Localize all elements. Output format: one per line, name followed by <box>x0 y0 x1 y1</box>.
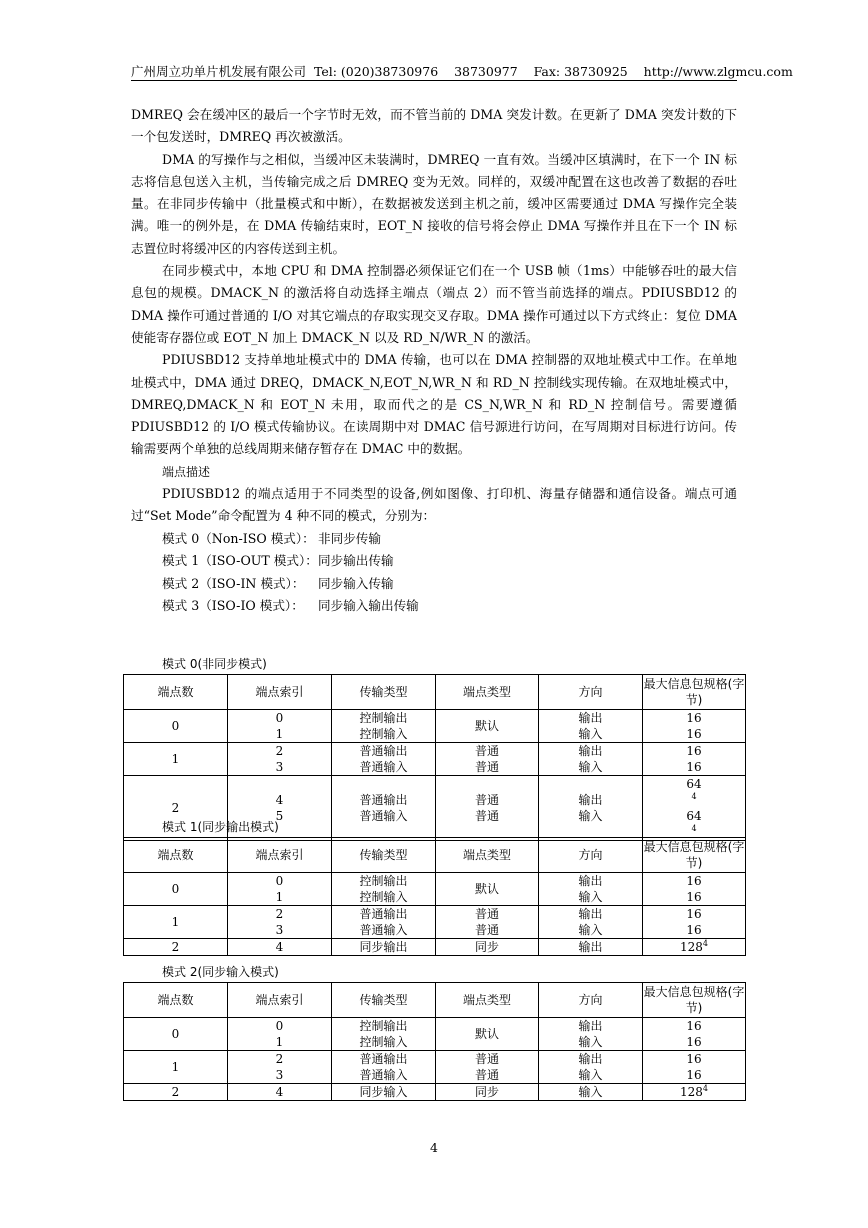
footnote-mark: 4 <box>691 824 697 833</box>
mode-name: 模式 0（Non-ISO 模式）： <box>162 530 315 546</box>
table-header-row <box>124 983 746 1018</box>
cell-index: 4 5 <box>228 776 332 841</box>
page-number: 4 <box>430 1140 438 1155</box>
table-header-row <box>124 675 746 710</box>
col-header-index: 端点索引 <box>228 838 332 873</box>
endpoint-heading: 端点描述 <box>162 464 211 479</box>
col-header-max-size: 最大信息包规格(字节) <box>643 838 746 873</box>
cell-type: 普通 普通 <box>436 1051 539 1084</box>
cell-transfer: 同步输入 <box>332 1084 436 1101</box>
col-header-endpoint: 端点数 <box>124 983 228 1018</box>
mode-list <box>131 528 737 618</box>
paragraph-2: DMA 的写操作与之相似，当缓冲区未装满时，DMREQ 一直有效。当缓冲区填满时，在下一个 IN 标志将信息包送入主机，当传输完成之后 DMREQ 变为无效。同样的，双缓冲配置在这也改善了数据的吞吐量。在非同步传输中（批量模式和中断），在数据被发送到主机之前，缓冲区需要通过 DMA 写操作完全装满。唯一的例外是，在 DMA 传输结束时，EOT_N 接收的信号将会停止 DMA 写操作并且在下一个 IN 标志置位时将缓冲区的内容传送到主机。 <box>131 151 737 256</box>
cell-transfer: 控制输出 控制输入 <box>332 1018 436 1051</box>
cell-endpoint: 2 <box>124 939 228 956</box>
cell-transfer: 同步输出 <box>332 939 436 956</box>
header-url[interactable]: http://www.zlgmcu.com <box>643 64 793 79</box>
cell-index: 2 3 <box>228 1051 332 1084</box>
cell-direction: 输出 输入 <box>539 873 643 906</box>
table-header-row <box>124 838 746 873</box>
cell-direction: 输出 <box>539 939 643 956</box>
table-row <box>124 1084 746 1101</box>
col-header-transfer: 传输类型 <box>332 838 436 873</box>
cell-type: 默认 <box>436 1018 539 1051</box>
col-header-type: 端点类型 <box>436 983 539 1018</box>
cell-index: 0 1 <box>228 1018 332 1051</box>
footnote-mark: 4 <box>691 792 697 801</box>
cell-transfer: 控制输出 控制输入 <box>332 710 436 743</box>
page-header <box>131 62 793 80</box>
cell-direction: 输出 输入 <box>539 710 643 743</box>
table-row <box>124 906 746 939</box>
cell-index: 4 <box>228 1084 332 1101</box>
mode-item <box>162 528 737 551</box>
cell-transfer: 普通输出 普通输入 <box>332 776 436 841</box>
col-header-endpoint: 端点数 <box>124 838 228 873</box>
paragraph-3: 在同步模式中，本地 CPU 和 DMA 控制器必须保证它们在一个 USB 帧（1ms）中能够吞吐的最大信息包的规模。DMACK_N 的激活将自动选择主端点（端点 2）而不管当前选择的端点。PDIUSBD12 的 DMA 操作可通过普通的 I/O 对其它端点的存取实现交叉存取。DMA 操作可通过以下方式终止：复位 DMA 使能寄存器位或 EOT_N 加上 DMACK_N 以及 RD_N/WR_N 的激活。 <box>131 263 737 345</box>
cell-endpoint: 0 <box>124 1018 228 1051</box>
table-caption-mode-1: 模式 1(同步输出模式) <box>162 820 279 834</box>
cell-index: 0 1 <box>228 710 332 743</box>
table-caption-mode-2: 模式 2(同步输入模式) <box>162 965 279 979</box>
cell-max-size: 16 16 <box>643 1018 746 1051</box>
endpoint-table-mode-2 <box>123 982 746 1101</box>
cell-max-size: 16 16 <box>643 710 746 743</box>
col-header-direction: 方向 <box>539 983 643 1018</box>
cell-max-size: 16 16 <box>643 743 746 776</box>
header-tel2: 38730977 <box>454 64 518 79</box>
mode-item <box>162 573 737 596</box>
header-tel: Tel: (020)38730976 <box>313 64 439 79</box>
cell-direction: 输出 输入 <box>539 1018 643 1051</box>
cell-direction: 输出 输入 <box>539 776 643 841</box>
endpoint-table-mode-0 <box>123 674 746 841</box>
cell-endpoint: 1 <box>124 743 228 776</box>
header-rule <box>131 80 737 81</box>
cell-direction: 输出 输入 <box>539 1051 643 1084</box>
endpoint-paragraph: PDIUSBD12 的端点适用于不同类型的设备,例如图像、打印机、海量存储器和通信设备。端点可通过“Set Mode”命令配置为 4 种不同的模式，分别为： <box>131 486 737 524</box>
col-header-type: 端点类型 <box>436 838 539 873</box>
cell-transfer: 普通输出 普通输入 <box>332 743 436 776</box>
cell-endpoint: 2 <box>124 776 228 841</box>
table-row <box>124 1051 746 1084</box>
col-header-transfer: 传输类型 <box>332 983 436 1018</box>
footnote-mark: 4 <box>702 939 708 948</box>
cell-max-size: 16 16 <box>643 873 746 906</box>
cell-type: 普通 普通 <box>436 776 539 841</box>
cell-endpoint: 0 <box>124 710 228 743</box>
cell-index: 4 <box>228 939 332 956</box>
cell-transfer: 普通输出 普通输入 <box>332 1051 436 1084</box>
cell-direction: 输出 输入 <box>539 743 643 776</box>
cell-transfer: 控制输出 控制输入 <box>332 873 436 906</box>
cell-endpoint: 0 <box>124 873 228 906</box>
paragraph-1: DMREQ 会在缓冲区的最后一个字节时无效，而不管当前的 DMA 突发计数。在更新了 DMA 突发计数的下一个包发送时，DMREQ 再次被激活。 <box>131 107 737 145</box>
col-header-index: 端点索引 <box>228 675 332 710</box>
mode-item <box>162 595 737 618</box>
mode-name: 模式 1（ISO-OUT 模式）： <box>162 553 318 569</box>
header-company: 广州周立功单片机发展有限公司 <box>131 64 307 79</box>
cell-index: 2 3 <box>228 743 332 776</box>
document-body <box>131 104 737 618</box>
mode-name: 模式 3（ISO-IO 模式）： <box>162 598 304 614</box>
cell-endpoint: 1 <box>124 906 228 939</box>
cell-max-size: 16 16 <box>643 906 746 939</box>
cell-index: 0 1 <box>228 873 332 906</box>
col-header-transfer: 传输类型 <box>332 675 436 710</box>
cell-type: 同步 <box>436 939 539 956</box>
table-row <box>124 710 746 743</box>
cell-endpoint: 1 <box>124 1051 228 1084</box>
cell-type: 默认 <box>436 710 539 743</box>
table-row <box>124 939 746 956</box>
cell-max-size: $128^4$ <box>643 939 746 956</box>
cell-index: 2 3 <box>228 906 332 939</box>
cell-max-size: 64 $^4$ 64 $^4$ <box>643 776 746 841</box>
header-fax: Fax: 38730925 <box>533 64 628 79</box>
cell-type: 同步 <box>436 1084 539 1101</box>
cell-max-size: $128^4$ <box>643 1084 746 1101</box>
paragraph-4: PDIUSBD12 支持单地址模式中的 DMA 传输，也可以在 DMA 控制器的双地址模式中工作。在单地址模式中，DMA 通过 DREQ，DMACK_N,EOT_N,WR_N 和 RD_N 控制线实现传输。在双地址模式中，DMREQ,DMACK_N 和 EOT_N 未用，取而代之的是 CS_N,WR_N 和 RD_N 控制信号。需要遵循 PDIUSBD12 的 I/O 模式传输协议。在读周期中对 DMAC 信号源进行访问，在写周期对目标进行访问。传输需要两个单独的总线周期来储存暂存在 DMAC 中的数据。 <box>131 352 737 457</box>
table-row <box>124 1018 746 1051</box>
col-header-direction: 方向 <box>539 675 643 710</box>
mode-name: 模式 2（ISO-IN 模式）： <box>162 575 305 591</box>
table-row <box>124 743 746 776</box>
cell-type: 默认 <box>436 873 539 906</box>
endpoint-table-mode-1 <box>123 837 746 956</box>
cell-endpoint: 2 <box>124 1084 228 1101</box>
cell-type: 普通 普通 <box>436 743 539 776</box>
col-header-max-size: 最大信息包规格(字节) <box>643 675 746 710</box>
mode-desc: 同步输入输出传输 <box>318 598 419 614</box>
col-header-type: 端点类型 <box>436 675 539 710</box>
col-header-endpoint: 端点数 <box>124 675 228 710</box>
cell-type: 普通 普通 <box>436 906 539 939</box>
mode-desc: 同步输入传输 <box>318 575 394 591</box>
cell-max-size: 16 16 <box>643 1051 746 1084</box>
mode-item <box>162 550 737 573</box>
mode-desc: 同步输出传输 <box>318 553 394 569</box>
cell-direction: 输入 <box>539 1084 643 1101</box>
cell-direction: 输出 输入 <box>539 906 643 939</box>
cell-transfer: 普通输出 普通输入 <box>332 906 436 939</box>
col-header-index: 端点索引 <box>228 983 332 1018</box>
table-row <box>124 873 746 906</box>
footnote-mark: 4 <box>702 1084 708 1093</box>
table-caption-mode-0: 模式 0(非同步模式) <box>162 657 267 671</box>
col-header-direction: 方向 <box>539 838 643 873</box>
mode-desc: 非同步传输 <box>318 530 381 546</box>
col-header-max-size: 最大信息包规格(字节) <box>643 983 746 1018</box>
